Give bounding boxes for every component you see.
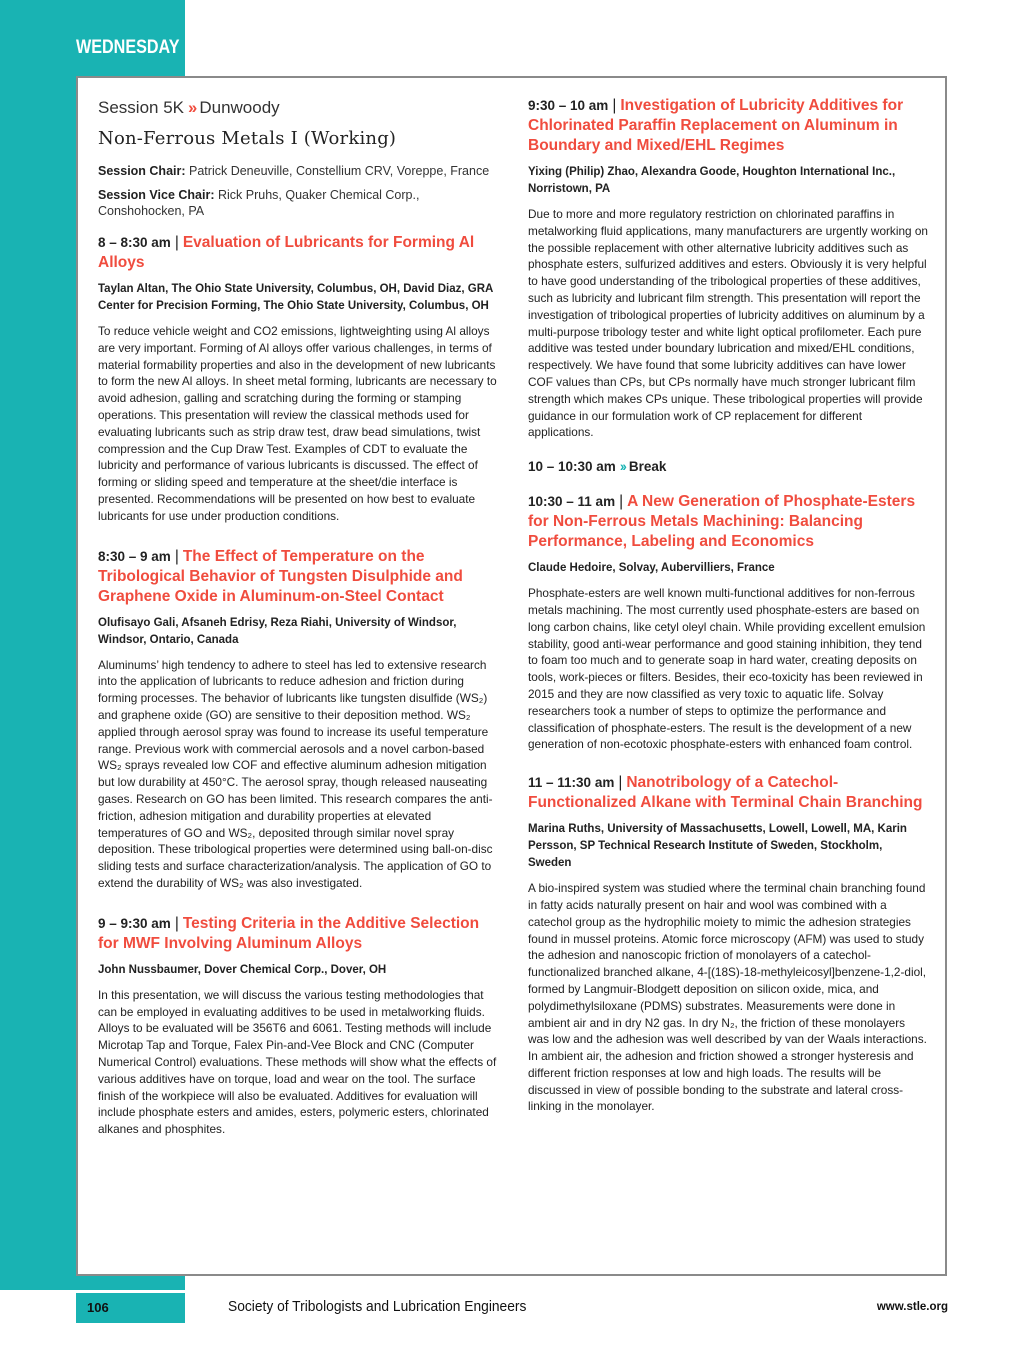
- talk-abstract: Due to more and more regulatory restriction on chlorinated paraffins in metalworking fluid applications, many manufacturers are urgently working on the possible replacement with other alternative lubricity additives such as phosphate esters, sulfurized additives and esters. Obviously it is very helpful to have good understanding of the tribological properties of these additives, such as lubricity and lubricant film strength. This presentation will report the investigation of tribological properties of lubricity additives on aluminum by a multi-purpose tribology tester and white light optical profilometer. Each pure additive was tested under boundary lubrication and mixed/EHL conditions, respectively. We have found that some lubricity additives can have lower COF values than CPs, but CPs normally have much stronger lubricant film strength which makes CPs unique. These tribological properties will provide guidance in our formulation work of CP replacement for different applications.: [528, 207, 928, 440]
- talk-time: 9:30 – 10 am: [528, 98, 609, 113]
- session-chair-name: Patrick Deneuville, Constellium CRV, Voreppe, France: [189, 164, 490, 178]
- talk-time: 9 – 9:30 am: [98, 915, 171, 931]
- session-label: Session: [98, 98, 159, 117]
- talk-heading: 10:30 – 11 am | A New Generation of Phosphate-Esters for Non-Ferrous Metals Machining: Balancing Performance, Labeling and Economics: [528, 493, 916, 551]
- chevron-icon: ››: [619, 459, 625, 475]
- talk-heading: 11 – 11:30 am | Nanotribology of a Catechol-Functionalized Alkane with Terminal Chain Branching: [528, 774, 923, 812]
- break-label: Break: [628, 459, 667, 475]
- talk-authors: Olufisayo Gali, Afsaneh Edrisy, Reza Riahi, University of Windsor, Windsor, Ontario, Canada: [98, 616, 457, 646]
- talk-abstract: A bio-inspired system was studied where the terminal chain branching found in fatty acids naturally present on hair and wool was combined with a catechol group as the hydrophilic moiety to mimic the adhesion strategies found in mussel proteins. Atomic force microscopy (AFM) was used to study the adhesion and nanoscopic friction of monolayers of a catechol-functionalized branched alkane, 4-[(18S)-18-methyleicosyl]benzene-1,2-diol, formed by Langmuir-Blodgett deposition on silicon oxide, mica, and polydimethylsiloxane (PDMS) substrates. Measurements were done in ambient air and in dry N2 gas. In dry N₂, the friction of these monolayers was low and the adhesion was well described by van der Waals interactions. In ambient air, the adhesion and friction showed a stronger hysteresis and different friction responses at low and high loads. The results will be discussed in view of possible bonding to the substrate and lateral cross-linking in the monolayer.: [528, 881, 927, 1114]
- talk-item: [98, 914, 498, 1138]
- session-title: Non-Ferrous Metals I (Working): [98, 128, 397, 149]
- talk-heading: 9:30 – 10 am | Investigation of Lubricity Additives for Chlorinated Paraffin Replacement on Aluminum in Boundary and Mixed/EHL Regimes: [528, 97, 904, 154]
- talk-abstract: Aluminums’ high tendency to adhere to steel has led to extensive research into the application of lubricants to reduce adhesion and friction during forming processes. The behavior of lubricants like tungsten disulfide (WS₂) and graphene oxide (GO) are sensitive to their deposition method. WS₂ applied through aerosol spray was found to increase its useful temperature range. Previous work with commercial aerosols and a novel carbon-based WS₂ sprays revealed low COF and effective aluminum adhesion mitigation but low durability at 450°C. The aerosol spray, though released nauseating gases. Research on GO has been limited. This research compares the anti-friction, adhesion mitigation and durability properties at elevated temperatures of GO and WS₂, deposited through similar novel spray deposition. These tribological properties were determined using ball-on-disc sliding tests and surface characterization/analysis. The application of GO to extend the durability of WS₂ was also investigated.: [98, 657, 493, 890]
- session-chair: [98, 163, 498, 179]
- talk-item: [528, 492, 928, 753]
- talk-time: 8 – 8:30 am: [98, 235, 171, 250]
- talk-time: 8:30 – 9 am: [98, 548, 171, 564]
- session-vice-chair-label: Session Vice Chair:: [98, 188, 215, 202]
- talk-heading: 8 – 8:30 am | Evaluation of Lubricants for Forming Al Alloys: [98, 234, 475, 271]
- talk-item: [98, 233, 498, 525]
- website-url[interactable]: www.stle.org: [876, 1301, 948, 1313]
- break-time: 10 – 10:30 am: [528, 459, 616, 475]
- talk-item: [528, 96, 928, 441]
- talk-time: 11 – 11:30 am: [528, 775, 615, 791]
- talk-authors: Marina Ruths, University of Massachusetts, Lowell, Lowell, MA, Karin Persson, SP Technical Research Institute of Sweden, Stockholm, Sweden: [528, 823, 907, 870]
- session-number: 5K: [163, 98, 185, 117]
- page-footer: [0, 1290, 1024, 1355]
- page-number: 106: [87, 1300, 109, 1315]
- talk-title: Evaluation of Lubricants for Forming Al Alloys: [98, 234, 475, 271]
- talk-item: [98, 547, 498, 892]
- talk-abstract: To reduce vehicle weight and CO2 emissions, lightweighting using Al alloys are very important. Forming of Al alloys offer various challenges, in terms of material formability properties and also in the development of new lubricants to form the new Al alloys. In sheet metal forming, lubricants are necessary to avoid adhesion, galling and scratching during the forming or stamping operations. This presentation will review the classical methods used for evaluating lubricants such as strip draw test, draw bead simulations, twist compression and the Cup Draw Test. Examples of CDT to evaluate the lubricity and performance of various lubricants is discussed. The effect of forming or sliding speed and temperature at the sheet/die interface is presented. Recommendations will be presented on how best to evaluate lubricants for use under production conditions.: [98, 324, 497, 523]
- talk-item: [528, 773, 928, 1115]
- session-room: Dunwoody: [199, 98, 280, 117]
- talk-authors: John Nussbaumer, Dover Chemical Corp., Dover, OH: [98, 963, 387, 976]
- talk-heading: 8:30 – 9 am | The Effect of Temperature on the Tribological Behavior of Tungsten Disulphide and Graphene Oxide in Aluminum-on-Steel Contact: [98, 547, 463, 605]
- session-vice-chair: [98, 187, 498, 219]
- talk-authors: Yixing (Philip) Zhao, Alexandra Goode, Houghton International Inc., Norristown, PA: [528, 166, 896, 195]
- left-column: [98, 98, 498, 1138]
- session-chair-label: Session Chair:: [98, 164, 186, 178]
- talk-abstract: Phosphate-esters are well known multi-functional additives for non-ferrous metals machining. The most currently used phosphate-esters are based on long carbon chains, like cetyl oleyl chain. While providing excellent emulsion stability, good anti-wear performance and good staining inhibition, they tend to foam too much and to generate soap in hard water, creating deposits on tools, work-pieces or filters. Besides, their eco-toxicity has been reviewed in 2015 and they are now classified as very toxic to aquatic life. Solvay researchers took a number of steps to optimize the performance and classification of phosphate-esters. The result is the development of a new generation of non-ecotoxic phosphate-esters with enhanced foam control.: [528, 586, 926, 752]
- talk-title: Nanotribology of a Catechol-Functionalized Alkane with Terminal Chain Branching: [528, 774, 923, 812]
- session-panel: [76, 76, 947, 1276]
- session-header: [98, 98, 498, 118]
- talk-authors: Taylan Altan, The Ohio State University, Columbus, OH, David Diaz, GRA Center for Precision Forming, The Ohio State University, Columbus, OH: [98, 283, 493, 312]
- break-item: [528, 459, 928, 474]
- session-vice-chair-name: Rick Pruhs, Quaker Chemical Corp., Conshohocken, PA: [98, 188, 420, 218]
- talk-title: Investigation of Lubricity Additives for Chlorinated Paraffin Replacement on Aluminum in Boundary and Mixed/EHL Regimes: [528, 97, 904, 154]
- talk-time: 10:30 – 11 am: [528, 494, 616, 510]
- day-label: WEDNESDAY: [76, 37, 180, 58]
- talk-abstract: In this presentation, we will discuss the various testing methodologies that can be employed in evaluating additives to be used in metalworking fluids. Alloys to be evaluated will be 356T6 and 6061. Testing methods will include Microtap Tap and Torque, Falex Pin-and-Vee Block and CNC (Computer Numerical Control) evaluations. These methods will show what the effects of various additives have on torque, load and wear on the tool. The surface finish of the workpiece will also be evaluated. Additives for evaluation will include phosphate esters and amides, esters, polymeric esters, chlorinated alkanes and phosphites.: [98, 987, 497, 1137]
- organization-name: Society of Tribologists and Lubrication Engineers: [228, 1298, 527, 1315]
- talk-title: The Effect of Temperature on the Tribological Behavior of Tungsten Disulphide and Graphene Oxide in Aluminum-on-Steel Contact: [98, 547, 463, 605]
- right-column: [528, 96, 928, 1115]
- talk-authors: Claude Hedoire, Solvay, Aubervilliers, France: [528, 562, 775, 575]
- talk-heading: 9 – 9:30 am | Testing Criteria in the Additive Selection for MWF Involving Aluminum Alloys: [98, 914, 480, 952]
- talk-title: Testing Criteria in the Additive Selection for MWF Involving Aluminum Alloys: [98, 914, 480, 952]
- talk-title: A New Generation of Phosphate-Esters for Non-Ferrous Metals Machining: Balancing Performance, Labeling and Economics: [528, 493, 916, 551]
- chevron-icon: ››: [188, 98, 196, 117]
